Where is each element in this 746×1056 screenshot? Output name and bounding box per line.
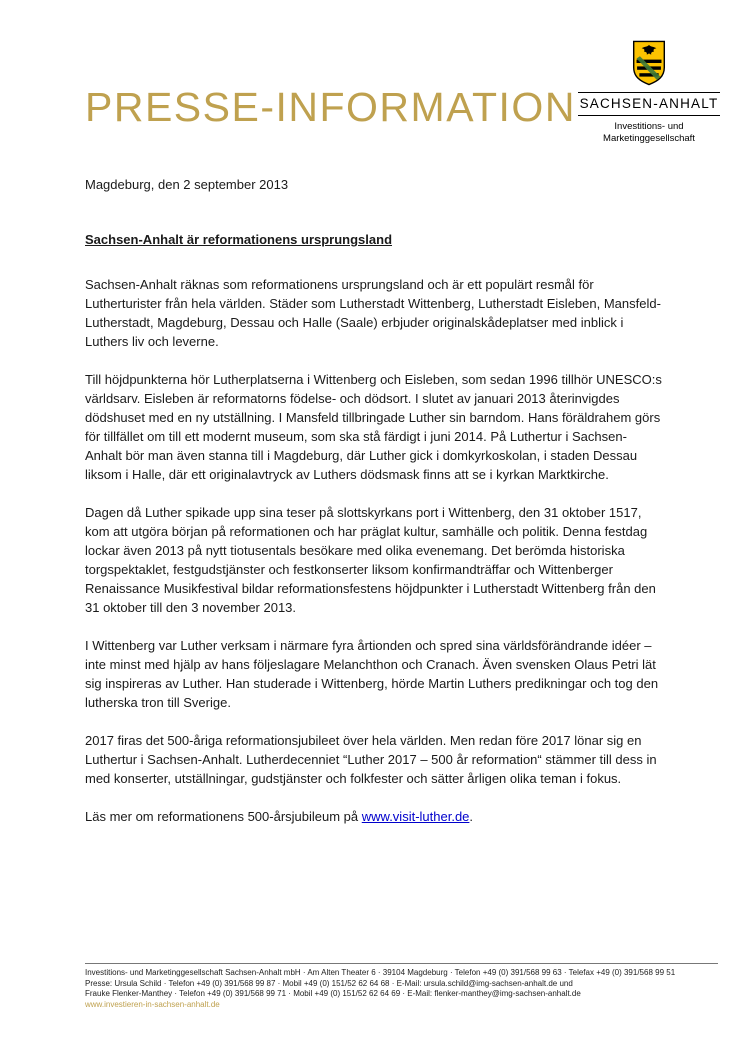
logo-bottom-rule <box>578 115 720 116</box>
paragraph-5: 2017 firas det 500-åriga reformationsjubileet över hela världen. Men redan före 2017 lönar sig en Luthertur i Sachsen-Anhalt. Lutherdecenniet “Luther 2017 – 500 år reformation“ stämmer till dess in med konserter, utställningar, gudstjänster och folkfester och sätter årligen olika teman i fokus. <box>85 733 657 786</box>
visit-luther-link[interactable]: www.visit-luther.de <box>361 809 470 824</box>
date-line: Magdeburg, den 2 september 2013 <box>85 177 289 192</box>
footer-website-link[interactable]: www.investieren-in-sachsen-anhalt.de <box>85 999 220 1009</box>
logo-brand-name: SACHSEN-ANHALT <box>579 96 719 111</box>
closing-prefix: Läs mer om reformationens 500-årsjubileum på <box>85 809 362 824</box>
logo <box>578 40 720 145</box>
paragraph-2: Till höjdpunkterna hör Lutherplatserna i Wittenberg och Eisleben, som sedan 1996 tillhör UNESCO:s världsarv. Eisleben är reformatorns födelse- och dödsort. I slutet av januari 2013 återinvigdes dödshuset med en ny utställning. I Mansfeld tillbringade Luther sin barndom. Hans föräldrahem görs för tillfället om till ett modernt museum, som ska stå färdigt i juni 2014. På Luthertur i Sachsen-Anhalt bör man även stanna till i Magdeburg, där Luther gick i domkyrkoskolan, i staden Dessau liksom i Halle, där ett originalavtryck av Luthers dödsmask finns att se i kyrkan Marktkirche. <box>85 372 662 482</box>
coat-of-arms-icon <box>578 40 720 86</box>
logo-subtitle-line2: Marketinggesellschaft <box>603 133 695 144</box>
logo-subtitle <box>578 121 720 145</box>
closing-suffix: . <box>469 809 474 824</box>
article-body <box>85 175 663 845</box>
closing-line <box>85 807 663 826</box>
paragraph-4: I Wittenberg var Luther verksam i närmare fyra årtionden och spred sina världsförändrande idéer – inte minst med hjälp av hans följeslagare Melanchthon och Cranach. Även svensken Olaus Petri lät sig inspireras av Luther. Han studerade i Wittenberg, hörde Martin Luthers predikningar och tog den lutherska tron till Sverige. <box>85 638 659 710</box>
logo-subtitle-line1: Investitions- und <box>614 121 684 132</box>
article-heading: Sachsen-Anhalt är reformationens ursprungsland <box>85 232 393 247</box>
footer <box>85 963 718 1010</box>
paragraph-3: Dagen då Luther spikade upp sina teser på slottskyrkans port i Wittenberg, den 31 oktober 1517, kom att utgöra början på reformationen och har präglat kultur, samhälle och politik. Denna festdag lockar även 2013 på nytt tiotusentals besökare med olika evenemang. Det berömda historiska torgspektaklet, festgudstjänster och festkonserter liksom konfirmandträffar och Wittenberger Renaissance Musikfestival bildar reformationsfestens höjdpunkter i Lutherstadt Wittenberg från den 31 oktober till den 3 november 2013. <box>85 505 656 615</box>
paragraph-1: Sachsen-Anhalt räknas som reformationens ursprungsland och är ett populärt resmål för Lutherturister från hela världen. Städer som Lutherstadt Wittenberg, Lutherstadt Eisleben, Mansfeld-Lutherstadt, Magdeburg, Dessau och Halle (Saale) erbjuder originalskådeplatser med inblick i Luthers liv och leverne. <box>85 277 661 349</box>
footer-press-contact-line: Presse: Ursula Schild · Telefon +49 (0) 391/568 99 87 · Mobil +49 (0) 151/52 62 64 68 · E-Mail: ursula.schild@img-sachsen-anhalt.de und <box>85 978 573 988</box>
footer-company-line: Investitions- und Marketinggesellschaft Sachsen-Anhalt mbH · Am Alten Theater 6 · 39104 Magdeburg · Telefon +49 (0) 391/568 99 63 · Telefax +49 (0) 391/568 99 51 <box>85 968 676 977</box>
page-title: PRESSE-INFORMATION <box>85 84 576 130</box>
footer-second-contact-line: Frauke Flenker-Manthey · Telefon +49 (0) 391/568 99 71 · Mobil +49 (0) 151/52 62 64 69 · E-Mail: flenker-manthey@img-sachsen-anhalt.de <box>85 989 581 998</box>
